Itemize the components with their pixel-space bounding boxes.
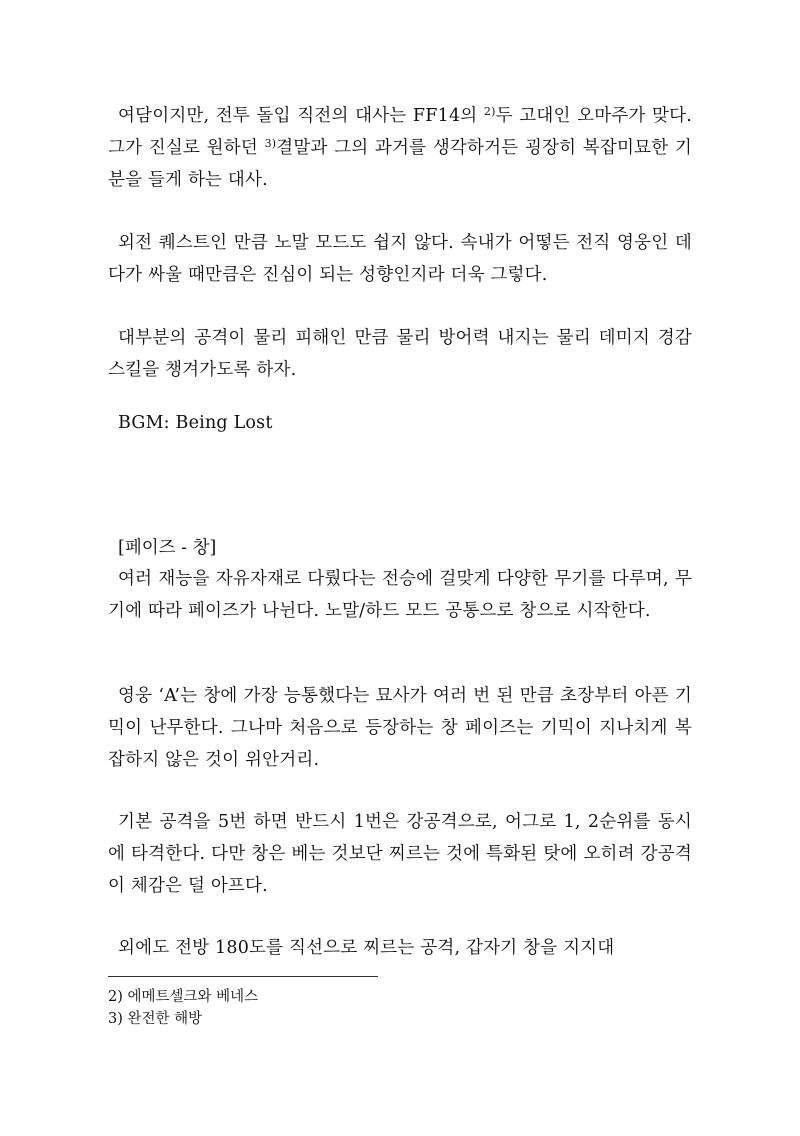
- paragraph-basic-attack: 기본 공격을 5번 하면 반드시 1번은 강공격으로, 어그로 1, 2순위를 동시에 타격한다. 다만 창은 베는 것보단 찌르는 것에 특화된 탓에 오히려 강공격이 체감은 덜 아프다.: [108, 812, 692, 896]
- footnote-label: 3): [108, 1011, 123, 1027]
- paragraph-frontal-attack: 외에도 전방 180도를 직선으로 찌르는 공격, 갑자기 창을 지지대: [118, 938, 615, 958]
- footnote-2: [108, 986, 258, 1008]
- paragraph-text: 여담이지만, 전투 돌입 직전의 대사는 FF14의: [118, 106, 484, 126]
- footnote-text: 에메트셀크와 베네스: [127, 989, 259, 1005]
- paragraph-ff14-homage: [108, 100, 692, 196]
- paragraph-physical-damage: 대부분의 공격이 물리 피해인 만큼 물리 방어력 내지는 물리 데미지 경감 스킬을 챙겨가도록 하자.: [108, 328, 692, 380]
- paragraph-text: 결말과 그의 과거를 생각하거든 굉장히 복잡미묘한 기분을 들게 하는 대사.: [108, 138, 692, 190]
- footnote-text: 완전한 해방: [127, 1011, 203, 1027]
- paragraph-bgm: BGM: Being Lost: [118, 413, 273, 433]
- section-heading: [페이즈 - 창]: [118, 538, 217, 558]
- paragraph-text: 두 고대인 오마주가 맞다. 그가 진실로 원하던: [108, 106, 692, 158]
- paragraph-side-quest: 외전 퀘스트인 만큼 노말 모드도 쉽지 않다. 속내가 어떻든 전직 영웅인 데다가 싸울 때만큼은 진심이 되는 성향인지라 더욱 그렇다.: [108, 233, 692, 285]
- paragraph-weapon-phases: 여러 재능을 자유자재로 다뤘다는 전승에 걸맞게 다양한 무기를 다루며, 무기에 따라 페이즈가 나뉜다. 노말/하드 모드 공통으로 창으로 시작한다.: [108, 569, 692, 621]
- paragraph-spear-mechanics: 영웅 ‘A’는 창에 가장 능통했다는 묘사가 여러 번 된 만큼 초장부터 아픈 기믹이 난무한다. 그나마 처음으로 등장하는 창 페이즈는 기믹이 지나치게 복잡하지 않은 것이 위안거리.: [108, 686, 692, 770]
- footnote-ref-2[interactable]: 2): [483, 105, 496, 118]
- footnote-3: [108, 1008, 202, 1030]
- footnote-label: 2): [108, 989, 123, 1005]
- footnote-ref-3[interactable]: 3): [264, 137, 277, 150]
- footnote-divider: [108, 976, 378, 977]
